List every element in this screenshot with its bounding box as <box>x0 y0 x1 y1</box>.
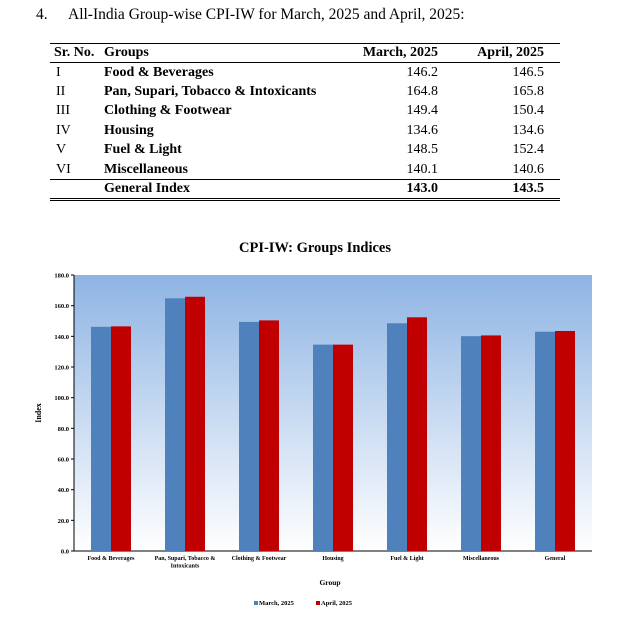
bar-march <box>165 298 185 551</box>
row-march: 143.0 <box>338 180 446 200</box>
bar-april <box>185 297 205 551</box>
bar-march <box>239 322 259 551</box>
y-tick-label: 80.0 <box>57 425 69 433</box>
legend-label: April, 2025 <box>321 600 353 607</box>
row-april: 143.5 <box>446 180 560 200</box>
general-index-row <box>50 180 560 200</box>
bar-march <box>535 332 555 551</box>
y-tick-label: 140.0 <box>54 333 69 341</box>
y-tick-label: 40.0 <box>57 487 69 495</box>
y-tick-label: 20.0 <box>57 517 69 525</box>
x-axis-label: Group <box>319 578 341 587</box>
x-tick-label: Pan, Supari, Tobacco & <box>154 556 216 562</box>
x-tick-label: Housing <box>322 556 344 562</box>
row-march: 148.5 <box>406 142 438 158</box>
legend-label: March, 2025 <box>259 600 294 607</box>
row-sr: I <box>56 64 61 80</box>
section-number: 4. <box>36 6 48 23</box>
row-sr: II <box>56 83 66 99</box>
bar-march <box>313 345 333 551</box>
row-sr: IV <box>56 122 71 138</box>
row-march: 149.4 <box>406 103 438 119</box>
chart-title: CPI-IW: Groups Indices <box>238 240 391 256</box>
bar-april <box>481 335 501 551</box>
row-group: Housing <box>104 122 154 138</box>
y-tick-label: 0.0 <box>60 548 69 556</box>
header-march: March, 2025 <box>338 44 446 63</box>
table-row <box>50 121 560 141</box>
row-april: 134.6 <box>512 122 544 138</box>
x-tick-label: General <box>544 556 566 562</box>
bar-april <box>259 320 279 551</box>
bar-april <box>555 331 575 551</box>
header-groups: Groups <box>102 44 338 63</box>
bar-april <box>333 345 353 551</box>
row-april: 152.4 <box>512 142 544 158</box>
row-group: Clothing & Footwear <box>104 103 232 119</box>
row-april: 146.5 <box>512 64 544 80</box>
cpi-bar-chart <box>0 260 630 630</box>
header-april: April, 2025 <box>446 44 560 63</box>
row-sr: III <box>56 103 70 119</box>
y-tick-label: 120.0 <box>54 364 69 372</box>
row-march: 146.2 <box>406 64 438 80</box>
table-row <box>50 141 560 161</box>
row-group: Miscellaneous <box>104 161 188 177</box>
bar-april <box>407 317 427 551</box>
row-sr-empty <box>50 180 102 200</box>
row-group: Food & Beverages <box>104 64 214 80</box>
x-tick-label: Fuel & Light <box>390 556 424 562</box>
section-title: All-India Group-wise CPI-IW for March, 2025 and April, 2025: <box>68 6 465 23</box>
row-sr: VI <box>56 161 71 177</box>
row-march: 140.1 <box>406 161 438 177</box>
table-row <box>50 82 560 102</box>
x-tick-label: Miscellaneous <box>463 556 499 562</box>
table-row <box>50 102 560 122</box>
bar-march <box>387 323 407 551</box>
row-sr: V <box>56 142 67 158</box>
section-heading <box>36 6 465 24</box>
table-header-row <box>50 44 560 63</box>
row-group: Pan, Supari, Tobacco & Intoxicants <box>104 83 317 99</box>
row-group: Fuel & Light <box>104 142 182 158</box>
table-row <box>50 160 560 180</box>
header-sr-no: Sr. No. <box>50 44 102 63</box>
cpi-table <box>50 43 560 201</box>
x-tick-label: Clothing & Footwear <box>231 556 287 562</box>
row-april: 150.4 <box>512 103 544 119</box>
row-april: 165.8 <box>512 83 544 99</box>
bar-march <box>461 336 481 551</box>
bar-march <box>91 327 111 551</box>
row-april: 140.6 <box>512 161 544 177</box>
legend-swatch-march <box>254 601 258 605</box>
legend-swatch-april <box>316 601 320 605</box>
x-tick-label: Intoxicants <box>170 563 200 570</box>
row-march: 164.8 <box>406 83 438 99</box>
y-tick-label: 180.0 <box>54 272 69 280</box>
row-group: General Index <box>102 180 338 200</box>
table-row <box>50 63 560 83</box>
bar-april <box>111 326 131 551</box>
x-tick-label: Food & Beverages <box>87 556 135 562</box>
row-march: 134.6 <box>406 122 438 138</box>
y-tick-label: 100.0 <box>54 395 69 403</box>
y-tick-label: 160.0 <box>54 303 69 311</box>
y-tick-label: 60.0 <box>57 456 69 464</box>
y-axis-label: Index <box>34 403 43 423</box>
